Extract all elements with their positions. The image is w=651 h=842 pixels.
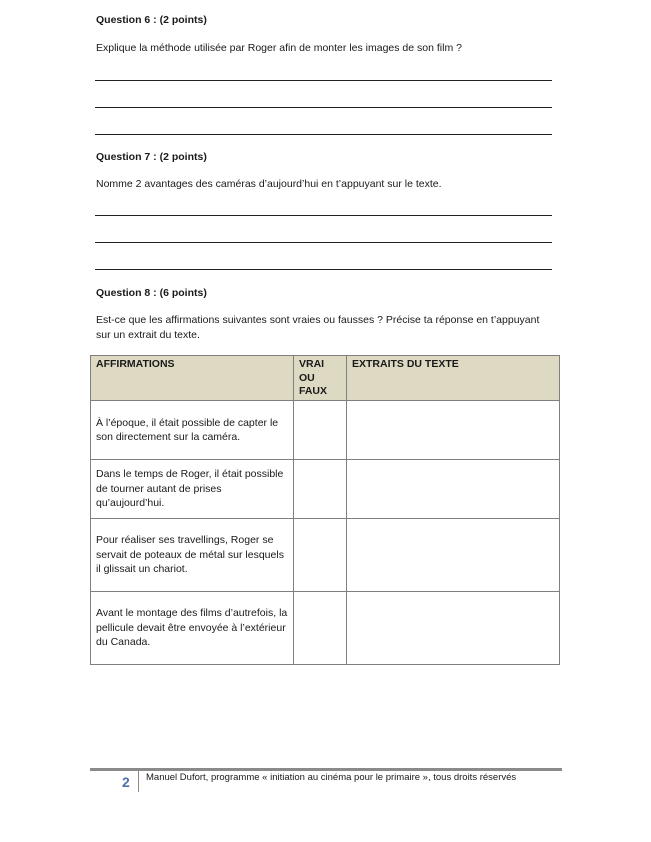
affirmation-cell: Dans le temps de Roger, il était possible de tourner autant de prises qu’aujourd’hui.	[91, 460, 294, 519]
table-row	[91, 519, 560, 592]
header-affirmations: AFFIRMATIONS	[91, 356, 294, 401]
header-extraits: EXTRAITS DU TEXTE	[347, 356, 560, 401]
footer-separator	[138, 771, 139, 792]
extrait-cell[interactable]	[347, 592, 560, 665]
answer-line[interactable]	[95, 107, 552, 108]
question-7-title: Question 7 : (2 points)	[96, 151, 207, 163]
affirmation-cell: Pour réaliser ses travellings, Roger se servait de poteaux de métal sur lesquels il glissait un chariot.	[91, 519, 294, 592]
answer-line[interactable]	[95, 242, 552, 243]
answer-line[interactable]	[95, 134, 552, 135]
affirmation-cell: À l’époque, il était possible de capter le son directement sur la caméra.	[91, 401, 294, 460]
table-row	[91, 401, 560, 460]
affirmation-cell: Avant le montage des films d’autrefois, la pellicule devait être envoyée à l’extérieur du Canada.	[91, 592, 294, 665]
header-ou-line: OU	[299, 371, 315, 384]
vrai-faux-cell[interactable]	[294, 592, 347, 665]
question-8-text: Est-ce que les affirmations suivantes sont vraies ou fausses ? Précise ta réponse en t’appuyant sur un extrait du texte.	[96, 314, 540, 341]
affirmations-table	[90, 355, 560, 665]
extrait-cell[interactable]	[347, 519, 560, 592]
answer-line[interactable]	[95, 269, 552, 270]
question-8-title: Question 8 : (6 points)	[96, 287, 207, 299]
table-row	[91, 592, 560, 665]
extrait-cell[interactable]	[347, 460, 560, 519]
page-number: 2	[122, 774, 130, 790]
question-7-text: Nomme 2 avantages des caméras d’aujourd’hui en t’appuyant sur le texte.	[96, 178, 442, 190]
answer-line[interactable]	[95, 215, 552, 216]
header-vrai-ou-faux	[294, 356, 347, 401]
vrai-faux-cell[interactable]	[294, 519, 347, 592]
header-vrai-line: VRAI	[299, 358, 325, 370]
extrait-cell[interactable]	[347, 401, 560, 460]
vrai-faux-cell[interactable]	[294, 460, 347, 519]
vrai-faux-cell[interactable]	[294, 401, 347, 460]
answer-line[interactable]	[95, 80, 552, 81]
table-row	[91, 460, 560, 519]
footer-copyright: Manuel Dufort, programme « initiation au cinéma pour le primaire », tous droits réservés	[146, 772, 517, 783]
question-6-title: Question 6 : (2 points)	[96, 14, 207, 26]
header-faux-line: FAUX	[299, 385, 328, 397]
question-6-text: Explique la méthode utilisée par Roger afin de monter les images de son film ?	[96, 42, 462, 54]
table-header-row	[91, 356, 560, 401]
footer-rule	[90, 768, 562, 771]
